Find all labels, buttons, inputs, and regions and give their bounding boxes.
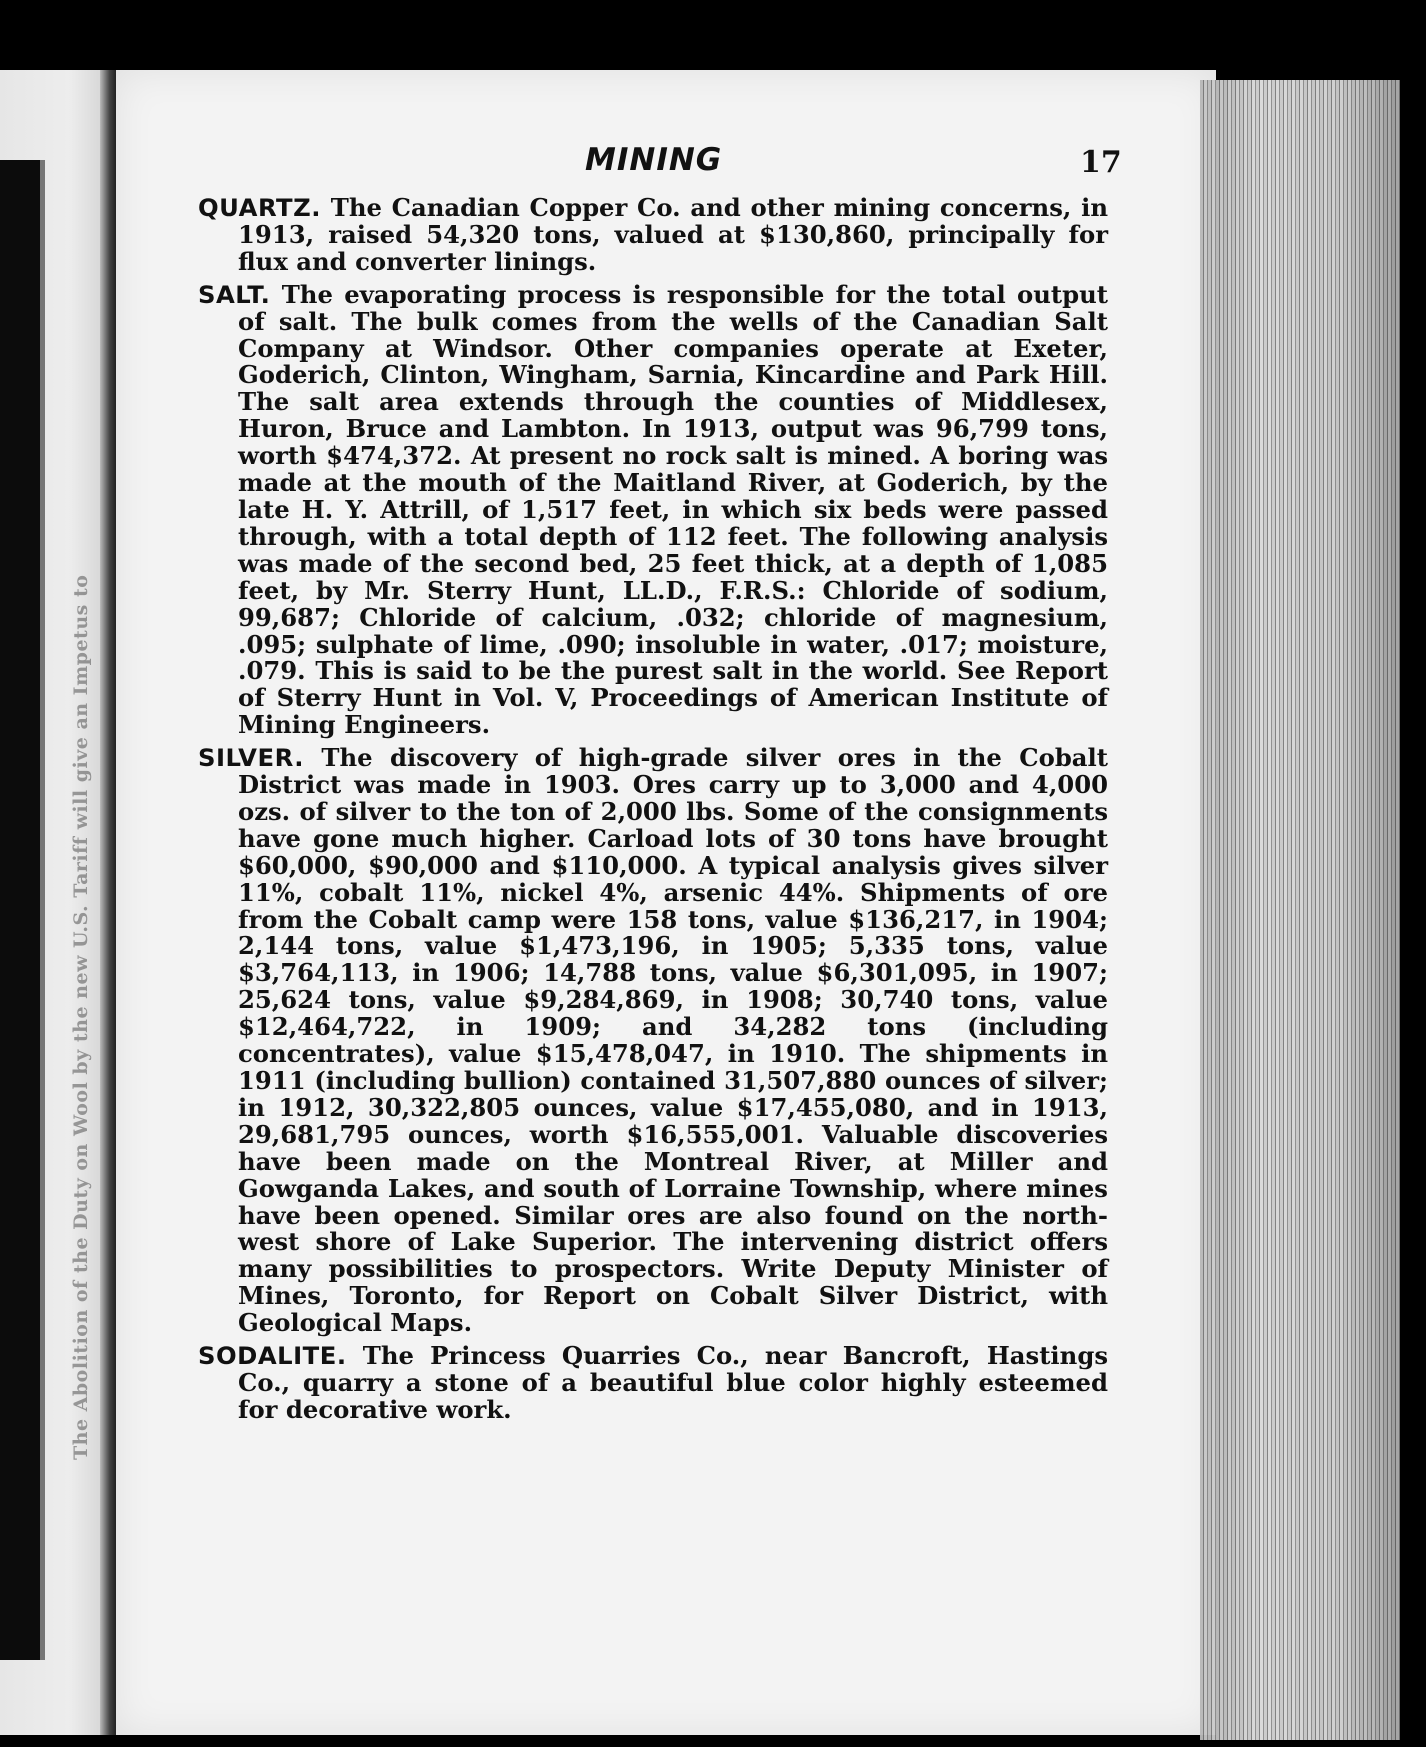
- entry-heading: SILVER.: [198, 743, 304, 773]
- page-body: [198, 195, 1108, 1430]
- entry-heading: SODALITE.: [198, 1341, 347, 1371]
- facing-page-margin-note: The Abolition of the Duty on Wool by the new U.S. Tariff will give an Impetus to: [70, 574, 92, 1460]
- entry-quartz: [198, 195, 1108, 276]
- entry-heading: QUARTZ.: [198, 193, 321, 222]
- running-head: MINING: [585, 142, 723, 178]
- entry-silver: [198, 745, 1108, 1337]
- entry-text: The Canadian Copper Co. and other mining concerns, in 1913, raised 54,320 tons, valued at $130,860, principally for flux and converter linings.: [238, 193, 1108, 276]
- page-stack-shade: [1200, 80, 1400, 1740]
- book-gutter: [100, 70, 116, 1735]
- entry-text: The Princess Quarries Co., near Bancroft, Hastings Co., quarry a stone of a beautiful blue color highly esteemed for decorative work.: [238, 1341, 1108, 1424]
- entry-text: The discovery of high-grade silver ores in the Cobalt District was made in 1903. Ores carry up to 3,000 and 4,000 ozs. of silver to the ton of 2,000 lbs. Some of the consignments have gone much higher. Carload lots of 30 tons have brought $60,000, $90,000 and $110,000. A typical analysis gives silver 11%, cobalt 11%, nickel 4%, arsenic 44%. Shipments of ore from the Cobalt camp were 158 tons, value $136,217, in 1904; 2,144 tons, value $1,473,196, in 1905; 5,335 tons, value $3,764,113, in 1906; 14,788 tons, value $6,301,095, in 1907; 25,624 tons, value $9,284,869, in 1908; 30,740 tons, value $12,464,722, in 1909; and 34,282 tons (including concentrates), value $15,478,047, in 1910. The shipments in 1911 (including bullion) contained 31,507,880 ounces of silver; in 1912, 30,322,805 ounces, value $17,455,080, and in 1913, 29,681,795 ounces, worth $16,555,001. Valuable discoveries have been made on the Montreal River, at Miller and Gowganda Lakes, and south of Lorraine Township, where mines have been opened. Similar ores are also found on the north-west shore of Lake Superior. The intervening district offers many possibilities to prospectors. Write Deputy Minister of Mines, Toronto, for Report on Cobalt Silver District, with Geological Maps.: [238, 743, 1109, 1338]
- entry-text: The evaporating process is responsible for the total output of salt. The bulk comes from the wells of the Canadian Salt Company at Windsor. Other companies operate at Exeter, Goderich, Clinton, Wingham, Sarnia, Kincardine and Park Hill. The salt area extends through the counties of Middlesex, Huron, Bruce and Lambton. In 1913, output was 96,799 tons, worth $474,372. At present no rock salt is mined. A boring was made at the mouth of the Maitland River, at Goderich, by the late H. Y. Attrill, of 1,517 feet, in which six beds were passed through, with a total depth of 112 feet. The following analysis was made of the second bed, 25 feet thick, at a depth of 1,085 feet, by Mr. Sterry Hunt, LL.D., F.R.S.: Chloride of sodium, 99,687; Chloride of calcium, .032; chloride of magnesium, .095; sulphate of lime, .090; insoluble in water, .017; moisture, .079. This is said to be the purest salt in the world. See Report of Sterry Hunt in Vol. V, Proceedings of American Institute of Mining Engineers.: [238, 279, 1108, 740]
- page-number: 17: [1080, 145, 1122, 180]
- facing-page-dark-area: [0, 160, 45, 1660]
- entry-sodalite: [198, 1343, 1108, 1424]
- entry-heading: SALT.: [198, 279, 271, 309]
- entry-salt: [198, 279, 1108, 740]
